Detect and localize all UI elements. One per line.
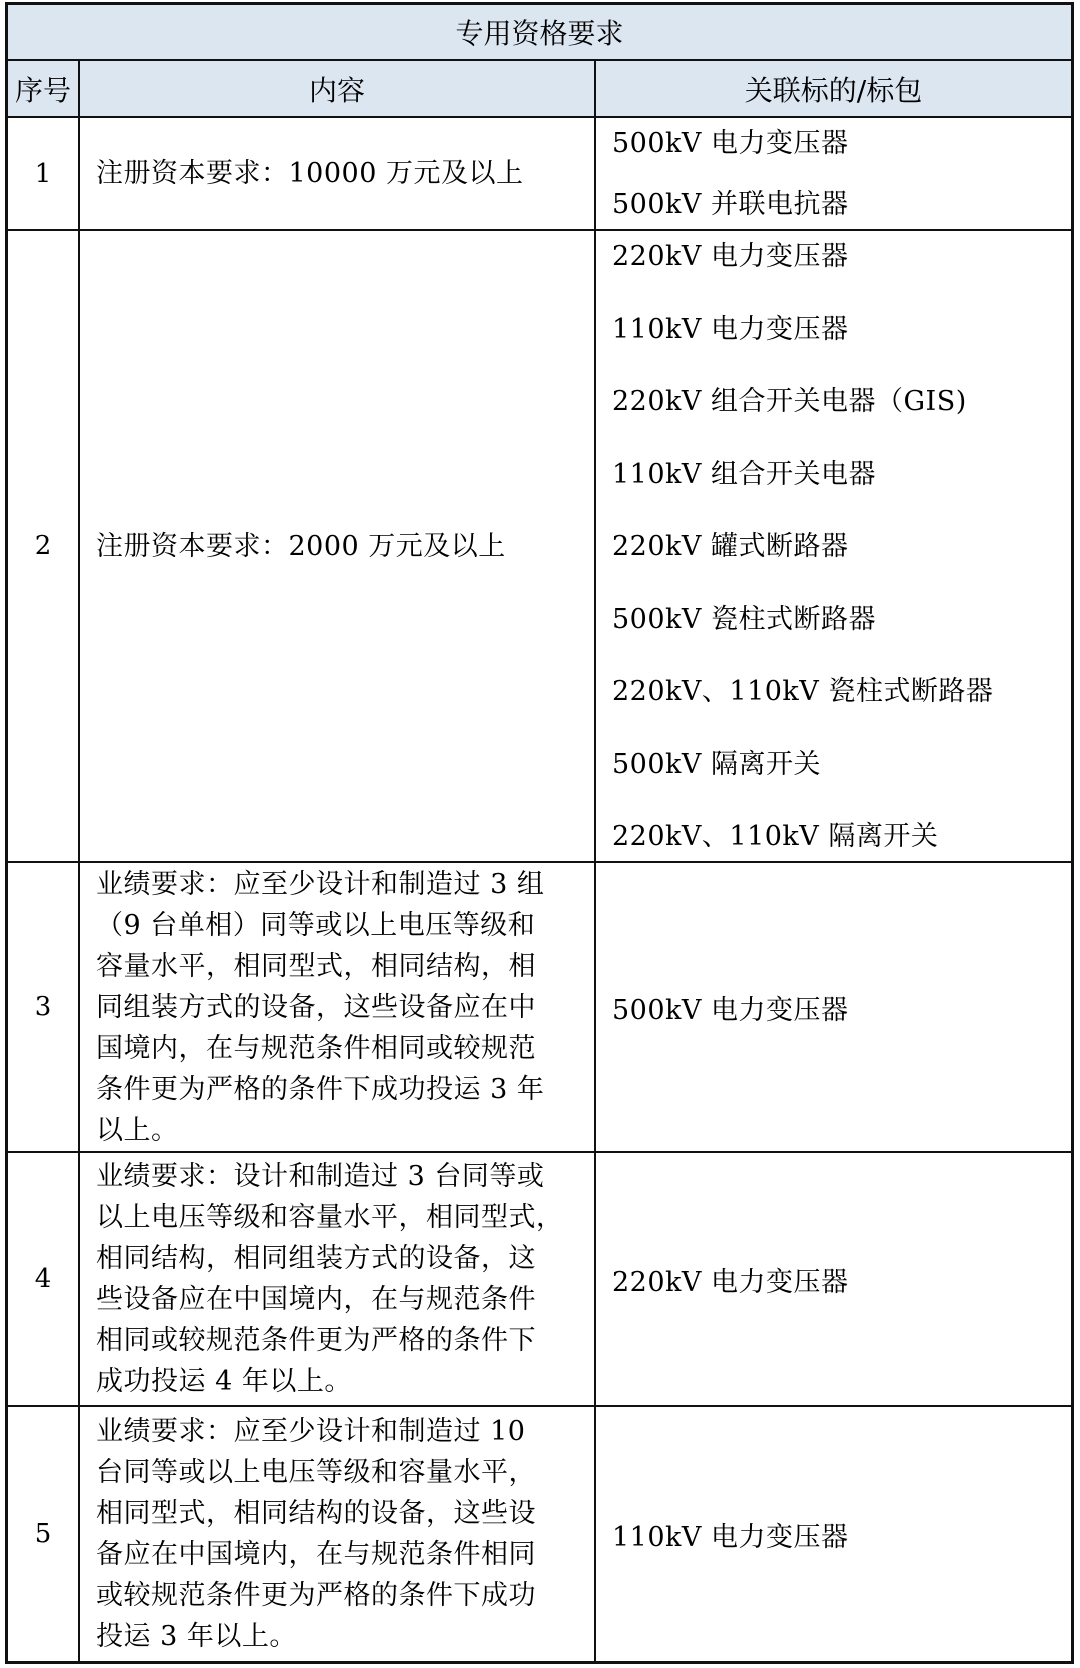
lot-item: 110kV 电力变压器 — [612, 313, 849, 345]
header-lots: 关联标的/标包 — [595, 60, 1072, 117]
content-line: 相同结构，相同组装方式的设备，这 — [96, 1243, 536, 1274]
row-4-content — [79, 1152, 595, 1406]
row-2-lots — [595, 230, 1072, 862]
row-4-lots: 220kV 电力变压器 — [595, 1152, 1072, 1406]
lot-item: 110kV 组合开关电器 — [612, 458, 876, 490]
lot-item: 500kV 瓷柱式断路器 — [612, 603, 876, 635]
content-line: 些设备应在中国境内，在与规范条件 — [96, 1284, 536, 1315]
content-line: 国境内，在与规范条件相同或较规范 — [96, 1032, 536, 1064]
content-line: 业绩要求：应至少设计和制造过 3 组 — [96, 868, 545, 900]
row-5-lots: 110kV 电力变压器 — [595, 1406, 1072, 1662]
header-no: 序号 — [7, 60, 79, 117]
content-line: 以上电压等级和容量水平，相同型式， — [96, 1202, 564, 1233]
content-line: 成功投运 4 年以上。 — [96, 1366, 352, 1397]
row-3-lots: 500kV 电力变压器 — [595, 862, 1072, 1152]
row-1-no: 1 — [7, 117, 79, 230]
lot-item: 220kV 电力变压器 — [612, 241, 849, 272]
content-line: 或较规范条件更为严格的条件下成功 — [96, 1580, 536, 1611]
content-line: 相同型式，相同结构的设备，这些设 — [96, 1498, 536, 1529]
row-3-no: 3 — [7, 862, 79, 1152]
lot-item: 220kV、110kV 瓷柱式断路器 — [612, 676, 994, 707]
content-line: 相同或较规范条件更为严格的条件下 — [96, 1325, 536, 1356]
content-line: 以上。 — [96, 1114, 179, 1146]
header-content: 内容 — [79, 60, 595, 117]
qualification-table — [5, 2, 1074, 1664]
row-1-lots — [595, 117, 1072, 230]
lot-item: 500kV 隔离开关 — [612, 748, 821, 780]
content-line: 同组装方式的设备，这些设备应在中 — [96, 991, 536, 1023]
lot-item: 220kV 罐式断路器 — [612, 531, 849, 562]
content-line: 容量水平，相同型式，相同结构，相 — [96, 950, 536, 982]
content-line: 业绩要求：设计和制造过 3 台同等或 — [96, 1161, 545, 1192]
content-line: 台同等或以上电压等级和容量水平， — [96, 1457, 536, 1488]
content-line: 备应在中国境内，在与规范条件相同 — [96, 1539, 536, 1570]
lot-item: 220kV、110kV 隔离开关 — [612, 821, 939, 852]
content-line: 业绩要求：应至少设计和制造过 10 — [96, 1416, 526, 1447]
row-2-content: 注册资本要求：2000 万元及以上 — [79, 230, 595, 862]
lot-item: 500kV 电力变压器 — [612, 128, 849, 159]
row-5-content — [79, 1406, 595, 1662]
lot-item: 220kV 组合开关电器（GIS) — [612, 386, 967, 417]
row-1-content: 注册资本要求：10000 万元及以上 — [79, 117, 595, 230]
content-line: 条件更为严格的条件下成功投运 3 年 — [96, 1073, 545, 1105]
row-2-no: 2 — [7, 230, 79, 862]
row-5-no: 5 — [7, 1406, 79, 1662]
row-3-content — [79, 862, 595, 1152]
table-title: 专用资格要求 — [7, 4, 1072, 60]
content-line: （9 台单相）同等或以上电压等级和 — [96, 909, 536, 941]
row-4-no: 4 — [7, 1152, 79, 1406]
lot-item: 500kV 并联电抗器 — [612, 189, 849, 220]
content-line: 投运 3 年以上。 — [96, 1621, 297, 1652]
